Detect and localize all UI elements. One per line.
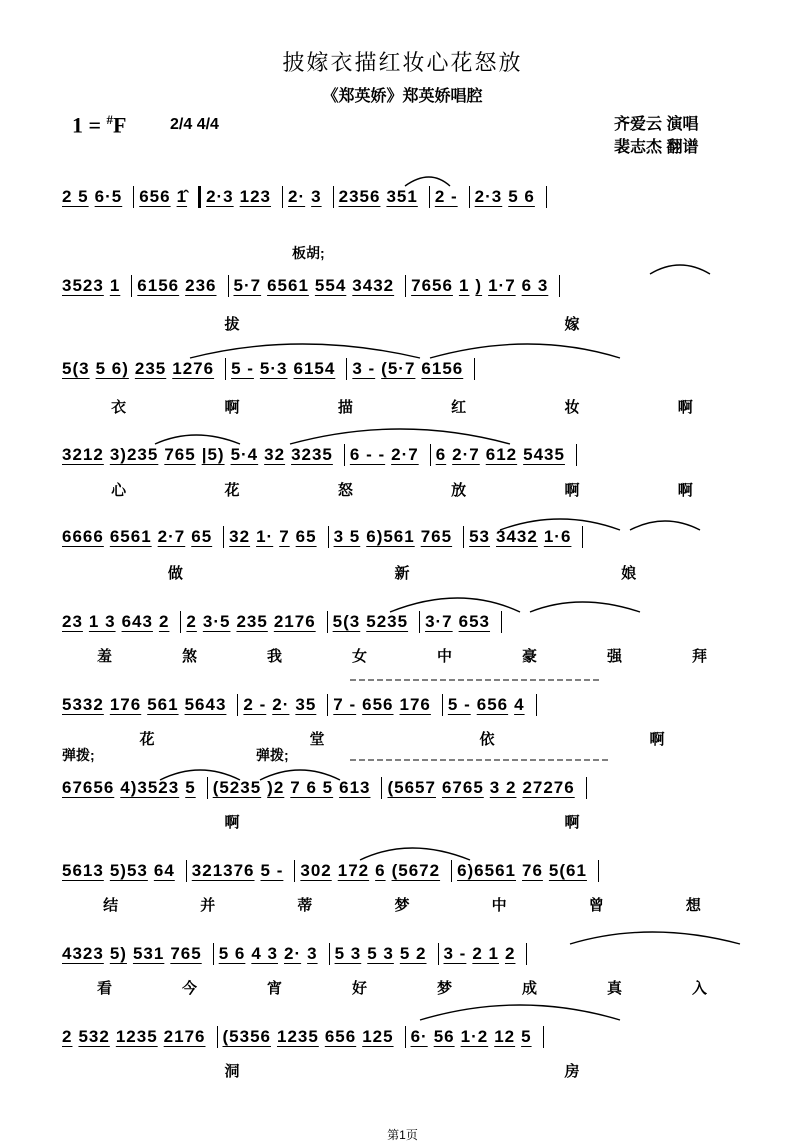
lyric-char: 并 — [200, 897, 216, 914]
bar-line — [405, 275, 406, 297]
note-group: 7 6 5 — [290, 778, 334, 797]
lyric-line — [62, 562, 742, 583]
key-note: F — [113, 112, 127, 138]
lyric-char: 煞 — [181, 648, 197, 665]
lyric-char: 衣 — [111, 399, 127, 416]
note-group: 4323 — [62, 944, 104, 963]
note-group: 5(3 — [62, 359, 90, 378]
note-group: 5 3 — [334, 944, 362, 963]
note-group: 656 — [139, 187, 171, 206]
slur — [420, 1005, 620, 1020]
note-group: 6·5 — [94, 187, 123, 206]
score-title: 披嫁衣描红妆心花怒放 — [282, 50, 523, 75]
note-group: (5356 — [222, 1027, 271, 1046]
bar-line — [207, 777, 208, 799]
bar-line — [381, 777, 382, 799]
note-group: 656 — [476, 695, 509, 714]
bar-line — [536, 694, 537, 716]
note-group: 235 — [134, 359, 167, 378]
note-group: 2176 — [163, 1027, 206, 1046]
bar-line — [526, 943, 527, 965]
note-group: 32 — [229, 527, 251, 546]
note-group: 765 — [170, 944, 202, 963]
note-group: 554 — [314, 276, 347, 295]
note-group: 1̂ — [176, 187, 188, 206]
bar-line — [438, 943, 439, 965]
notation-row — [62, 275, 761, 297]
notation-row — [62, 943, 761, 965]
note-group: 3212 — [62, 445, 104, 464]
lyric-line — [62, 728, 742, 749]
notation-row — [62, 860, 761, 882]
note-group: 5 - — [260, 861, 284, 880]
note-group: 6156 — [137, 276, 180, 295]
note-group: 2176 — [273, 612, 316, 631]
note-group: 56 — [433, 1027, 455, 1046]
bar-line — [133, 186, 134, 208]
note-group: 351 — [386, 187, 418, 206]
note-group: 6 3 — [521, 276, 549, 295]
bar-line — [213, 943, 214, 965]
note-group: 76 — [522, 861, 543, 880]
note-group: 53 — [469, 527, 491, 546]
bar-line — [576, 444, 577, 466]
lyric-char: 红 — [451, 399, 467, 416]
note-group: 6666 — [62, 527, 104, 546]
annotation-banhu: 板胡; — [292, 245, 325, 261]
note-group: 6156 — [421, 359, 464, 378]
lyric-line — [62, 645, 742, 666]
lyric-char: 结 — [103, 897, 119, 914]
lyric-char: 做 — [167, 565, 183, 582]
note-group: 176 — [399, 695, 431, 714]
note-group: 236 — [185, 276, 217, 295]
lyric-char: 啊 — [677, 399, 693, 416]
lyric-char: 描 — [337, 399, 353, 416]
lyric-char: 好 — [351, 980, 367, 997]
lyric-line — [62, 396, 742, 417]
notation-row — [62, 694, 761, 716]
note-group: 235 — [236, 612, 268, 631]
note-group: 5 — [185, 778, 196, 797]
note-group: 2 — [158, 612, 170, 631]
lyric-char: 花 — [224, 482, 240, 499]
lyric-char: 看 — [96, 980, 112, 997]
lyric-char: 啊 — [564, 482, 580, 499]
note-group: 12 — [494, 1027, 516, 1046]
note-group: 6561 — [267, 276, 309, 295]
bar-line — [327, 694, 328, 716]
note-group: 7 — [279, 527, 290, 546]
note-group: 6)561 — [366, 527, 415, 546]
note-group: 613 — [339, 778, 371, 797]
lyric-char: 今 — [181, 980, 197, 997]
note-group: 5235 — [366, 612, 409, 631]
lyric-char: 拜 — [691, 648, 707, 665]
note-group: 3523 — [62, 276, 104, 295]
note-group: 2 — [186, 612, 197, 631]
bar-line — [237, 694, 238, 716]
note-group: 656 — [324, 1027, 357, 1046]
note-group: 3)235 — [109, 445, 159, 464]
bar-line — [429, 186, 430, 208]
note-group: 7656 — [411, 276, 453, 295]
lyric-line — [62, 811, 742, 832]
note-group: 2 1 — [472, 944, 499, 963]
note-group: 5332 — [62, 695, 104, 714]
bar-line — [405, 1026, 406, 1048]
note-group: 643 — [121, 612, 153, 631]
lyric-char: 我 — [266, 648, 282, 665]
bar-line — [451, 860, 452, 882]
note-group: |5) — [201, 445, 225, 464]
lyric-char: 女 — [351, 648, 367, 665]
lyric-char: 怒 — [337, 482, 353, 499]
bar-line — [198, 186, 201, 208]
note-group: 172 — [337, 861, 370, 880]
bar-line — [329, 943, 330, 965]
note-group: 2 5 — [62, 187, 89, 206]
note-group: 6561 — [109, 527, 152, 546]
lyric-char: 拔 — [224, 316, 240, 333]
note-group: 5(3 — [332, 612, 361, 631]
note-group: 7 - — [333, 695, 357, 714]
note-group: 1 — [109, 276, 121, 295]
bar-line — [586, 777, 587, 799]
lyric-char: 羞 — [96, 648, 112, 665]
lyric-char: 啊 — [224, 814, 240, 831]
lyric-char: 宵 — [266, 980, 282, 997]
lyric-line — [62, 977, 742, 998]
slur — [405, 177, 450, 186]
bar-line — [501, 611, 502, 633]
notation-row — [62, 1026, 761, 1048]
note-group: 532 — [78, 1027, 110, 1046]
lyric-char: 梦 — [394, 897, 410, 914]
transcriber-credit: 裴志杰 翻谱 — [614, 139, 699, 156]
bar-line — [225, 358, 226, 380]
key-signature — [72, 112, 127, 138]
note-group: 612 — [485, 445, 518, 464]
notation-row — [62, 358, 761, 380]
bar-line — [228, 275, 229, 297]
slur — [360, 848, 470, 860]
note-group: 32 — [264, 445, 286, 464]
note-group: 6· — [410, 1027, 428, 1046]
lyric-char: 嫁 — [564, 316, 580, 333]
note-group: 531 — [132, 944, 165, 963]
bar-line — [598, 860, 599, 882]
lyric-char: 啊 — [564, 814, 580, 831]
note-group: 5 — [521, 1027, 532, 1046]
note-group: 1276 — [172, 359, 215, 378]
note-group: 2 - — [243, 695, 267, 714]
note-group: 5613 — [62, 861, 104, 880]
slur — [650, 265, 710, 274]
lyric-line — [62, 479, 742, 500]
note-group: (5672 — [391, 861, 441, 880]
bar-line — [282, 186, 283, 208]
bar-line — [442, 694, 443, 716]
lyric-char: 曾 — [588, 897, 604, 914]
bar-line — [217, 1026, 218, 1048]
lyric-char: 梦 — [436, 980, 452, 997]
bar-line — [223, 526, 224, 548]
note-group: 2· — [288, 187, 306, 206]
note-group: 765 — [164, 445, 196, 464]
note-group: 5 6 — [508, 187, 535, 206]
lyric-char: 娘 — [621, 565, 637, 582]
slur — [190, 344, 420, 358]
bar-line — [131, 275, 132, 297]
lyric-char: 真 — [606, 980, 622, 997]
lyric-char: 豪 — [521, 648, 537, 665]
note-group: 3·7 — [425, 612, 453, 631]
bar-line — [543, 1026, 544, 1048]
bar-line — [463, 526, 464, 548]
annotation-tanbo-1: 弹拨; — [62, 747, 95, 763]
bar-line — [559, 275, 560, 297]
note-group: 302 — [300, 861, 332, 880]
sharp-sign: # — [106, 112, 114, 127]
note-group: 1·7 — [488, 276, 516, 295]
bar-line — [430, 444, 431, 466]
lyric-char: 啊 — [677, 482, 693, 499]
note-group: 1 3 — [88, 612, 116, 631]
bar-line — [327, 611, 328, 633]
lyric-char: 新 — [394, 565, 410, 582]
bar-line — [180, 611, 181, 633]
note-group: 64 — [153, 861, 175, 880]
note-group: ) — [475, 276, 483, 295]
note-group: 2 - — [434, 187, 458, 206]
bar-line — [419, 611, 420, 633]
note-group: 561 — [147, 695, 179, 714]
note-group: 65 — [295, 527, 317, 546]
note-group: 6 — [435, 445, 447, 464]
notation-row — [62, 186, 761, 208]
lyric-char: 心 — [111, 482, 127, 499]
note-group: 123 — [239, 187, 272, 206]
lyric-line — [62, 894, 742, 915]
note-group: 3 - — [352, 359, 376, 378]
note-group: 5 6 — [218, 944, 246, 963]
note-group: 2 — [504, 944, 516, 963]
lyric-char: 放 — [451, 482, 467, 499]
note-group: 6)6561 — [457, 861, 516, 880]
note-group: 125 — [362, 1027, 394, 1046]
notation-row — [62, 444, 761, 466]
note-group: 3·5 — [202, 612, 231, 631]
note-group: 2·3 — [474, 187, 503, 206]
lyric-line — [62, 1060, 742, 1081]
note-group: 2· — [283, 944, 302, 963]
note-group: 5(61 — [548, 861, 587, 880]
lyric-char: 房 — [564, 1063, 580, 1080]
annotation-tanbo-2: 弹拨; — [256, 747, 289, 763]
bar-line — [346, 358, 347, 380]
note-group: (5657 — [387, 778, 436, 797]
note-group: 5·3 — [259, 359, 288, 378]
note-group: 5435 — [523, 445, 565, 464]
lyric-char: 强 — [606, 648, 622, 665]
note-group: 5)53 — [109, 861, 148, 880]
note-group: 67656 — [62, 778, 115, 797]
note-group: 3 — [307, 944, 318, 963]
note-group: 176 — [109, 695, 142, 714]
note-group: )2 — [267, 778, 285, 797]
lyric-char: 成 — [521, 980, 537, 997]
bar-line — [186, 860, 187, 882]
note-group: 2356 — [338, 187, 381, 206]
note-group: (5235 — [212, 778, 262, 797]
bar-line — [333, 186, 334, 208]
bar-line — [328, 526, 329, 548]
slur — [290, 429, 510, 444]
note-group: 3432 — [352, 276, 395, 295]
lyric-char: 洞 — [224, 1063, 240, 1080]
lyric-char: 中 — [491, 897, 507, 914]
note-group: 656 — [362, 695, 394, 714]
slur — [390, 598, 520, 612]
note-group: 3235 — [291, 445, 333, 464]
slur — [155, 435, 240, 444]
note-group: 5 - — [447, 695, 471, 714]
note-group: 65 — [191, 527, 213, 546]
note-group: 1235 — [115, 1027, 158, 1046]
note-group: 3 5 — [333, 527, 361, 546]
lyric-char: 啊 — [224, 399, 240, 416]
note-group: 5 3 — [367, 944, 394, 963]
note-group: 3 2 — [489, 778, 517, 797]
note-group: 5643 — [184, 695, 227, 714]
lyric-char: 堂 — [309, 731, 325, 748]
note-group: 653 — [458, 612, 491, 631]
note-group: 6 — [375, 861, 386, 880]
note-group: 23 — [62, 612, 83, 631]
lyric-char: 依 — [479, 731, 495, 748]
key-prefix: 1 = — [72, 112, 107, 138]
note-group: (5·7 — [381, 359, 416, 378]
note-group: 2·3 — [206, 187, 234, 206]
page-footer: 第1页 — [387, 1128, 418, 1142]
note-group: 35 — [295, 695, 317, 714]
lyric-char: 妆 — [564, 399, 580, 416]
note-group: 6154 — [293, 359, 336, 378]
time-signature: 2/4 4/4 — [170, 116, 219, 133]
lyric-char: 蒂 — [297, 897, 313, 914]
note-group: 4 — [514, 695, 525, 714]
lyric-char: 想 — [685, 897, 701, 914]
note-group: 3 - — [443, 944, 467, 963]
note-group: 2·7 — [452, 445, 480, 464]
lyric-line — [62, 313, 742, 334]
note-group: 1 — [458, 276, 470, 295]
note-group: 2·7 — [391, 445, 419, 464]
note-group: 5) — [109, 944, 127, 963]
note-group: 4 3 — [251, 944, 278, 963]
lyric-char: 啊 — [649, 731, 665, 748]
note-group: 5 6) — [95, 359, 129, 378]
bar-line — [582, 526, 583, 548]
bar-line — [546, 186, 547, 208]
notation-row — [62, 611, 761, 633]
singer-credit: 齐爱云 演唱 — [614, 116, 699, 133]
note-group: 1235 — [276, 1027, 319, 1046]
slur — [430, 344, 620, 358]
note-group: 5·7 — [233, 276, 262, 295]
bar-line — [344, 444, 345, 466]
note-group: 2 — [62, 1027, 73, 1046]
bar-line — [469, 186, 470, 208]
note-group: 321376 — [191, 861, 255, 880]
note-group: 1·2 — [460, 1027, 489, 1046]
bar-line — [474, 358, 475, 380]
note-group: 27276 — [522, 778, 575, 797]
bar-line — [294, 860, 295, 882]
note-group: 1· — [256, 527, 274, 546]
note-group: 5 - — [231, 359, 254, 378]
lyric-char: 花 — [139, 731, 155, 748]
note-group: 6765 — [441, 778, 484, 797]
note-group: 3432 — [496, 527, 538, 546]
notation-row — [62, 526, 761, 548]
score-subtitle: 《郑英娇》郑英娇唱腔 — [322, 88, 483, 105]
lyric-char: 入 — [691, 980, 707, 997]
note-group: 6 - - — [349, 445, 386, 464]
lyric-char: 中 — [436, 648, 452, 665]
note-group: 1·6 — [543, 527, 572, 546]
note-group: 2·7 — [157, 527, 186, 546]
note-group: 5 2 — [399, 944, 427, 963]
note-group: 5·4 — [230, 445, 259, 464]
note-group: 4)3523 — [120, 778, 180, 797]
notation-row — [62, 777, 761, 799]
note-group: 765 — [420, 527, 453, 546]
note-group: 2· — [272, 695, 290, 714]
note-group: 3 — [311, 187, 322, 206]
